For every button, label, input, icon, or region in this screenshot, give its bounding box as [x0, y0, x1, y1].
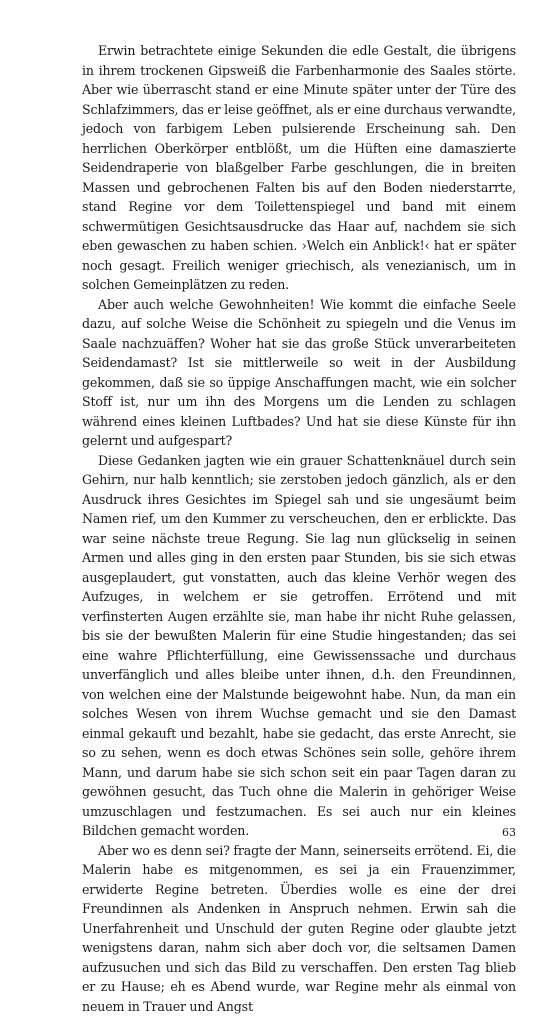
paragraph-2: Aber auch welche Gewohnheiten! Wie kommt die einfache Seele dazu, auf solche Weise die Schönheit zu spiegeln und die Venus im Saale nachzuäffen? Woher hat sie das große Stück unverarbeiteten Seidendamast? Ist sie mittlerweile so weit in der Ausbildung gekommen, daß sie so üppige Anschaffungen macht, wie ein solcher Stoff ist, nur um ihn des Morgens um die Lenden zu schlagen während eines kleinen Luftbades? Und hat sie diese Künste für ihn gelernt und aufgespart? [82, 295, 516, 451]
page-number: 63 [502, 826, 516, 840]
paragraph-4: Aber wo es denn sei? fragte der Mann, seinerseits errötend. Ei, die Malerin habe es mitgenommen, es sei ja ein Frauenzimmer, erwiderte Regine betreten. Überdies wolle es eine der drei Freundinnen als Andenken in Anspruch nehmen. Erwin sah die Unerfahrenheit und Unschuld der guten Regine oder glaubte jetzt wenigstens daran, nahm sich aber doch vor, die seltsamen Damen aufzusuchen und sich das Bild zu verschaffen. Den ersten Tag blieb er zu Hause; eh es Abend wurde, war Regine mehr als einmal von neuem in Trauer und Angst [82, 841, 516, 1016]
paragraph-1: Erwin betrachtete einige Sekunden die edle Gestalt, die übrigens in ihrem trockenen Gipsweiß die Farbenharmonie des Saales störte. Aber wie überrascht stand er eine Minute später unter der Türe des Schlafzimmers, das er leise geöffnet, als er eine durchaus verwandte, jedoch von farbigem Leben pulsierende Erscheinung sah. Den herrlichen Oberkörper entblößt, um die Hüften eine damaszierte Seidendraperie von blaßgelber Farbe geschlungen, die in breiten Massen und gebrochenen Falten bis auf den Boden niederstarrte, stand Regine vor dem Toilettenspiegel und band mit einem schwermütigen Gesichtsausdrucke das Haar auf, nachdem sie sich eben gewaschen zu haben schien. ›Welch ein Anblick!‹ hat er später noch gesagt. Freilich weniger griechisch, als venezianisch, um in solchen Gemeinplätzen zu reden. [82, 41, 516, 295]
body-text [82, 41, 516, 1016]
paragraph-3: Diese Gedanken jagten wie ein grauer Schattenknäuel durch sein Gehirn, nur halb kenntlich; sie zerstoben jedoch gänzlich, als er den Ausdruck ihres Gesichtes im Spiegel sah und sie ungesäumt beim Namen rief, um den Kummer zu verscheuchen, den er erblickte. Das war seine nächste treue Regung. Sie lag nun glückselig in seinen Armen und alles ging in den ersten paar Stunden, bis sie sich etwas ausgeplaudert, gut vonstatten, auch das kleine Verhör wegen des Aufzuges, in welchem er sie getroffen. Errötend und mit verfinsterten Augen erzählte sie, man habe ihr nicht Ruhe gelassen, bis sie der bewußten Malerin für eine Studie hingestanden; das sei eine wahre Pflichterfüllung, eine Gewissenssache und durchaus unverfänglich und alles bleibe unter ihnen, d.h. den Freundinnen, von welchen eine der Malstunde beigewohnt habe. Nun, da man ein solches Wesen von ihrem Wuchse gemacht und sie den Damast einmal gekauft und bezahlt, habe sie gedacht, das erste Anrecht, sie so zu sehen, wenn es doch etwas Schönes sein solle, gehöre ihrem Mann, und darum habe sie sich schon seit ein paar Tagen daran zu gewöhnen gesucht, das Tuch ohne die Malerin in gehöriger Weise umzuschlagen und festzumachen. Es sei auch nur ein kleines Bildchen gemacht worden. [82, 451, 516, 841]
